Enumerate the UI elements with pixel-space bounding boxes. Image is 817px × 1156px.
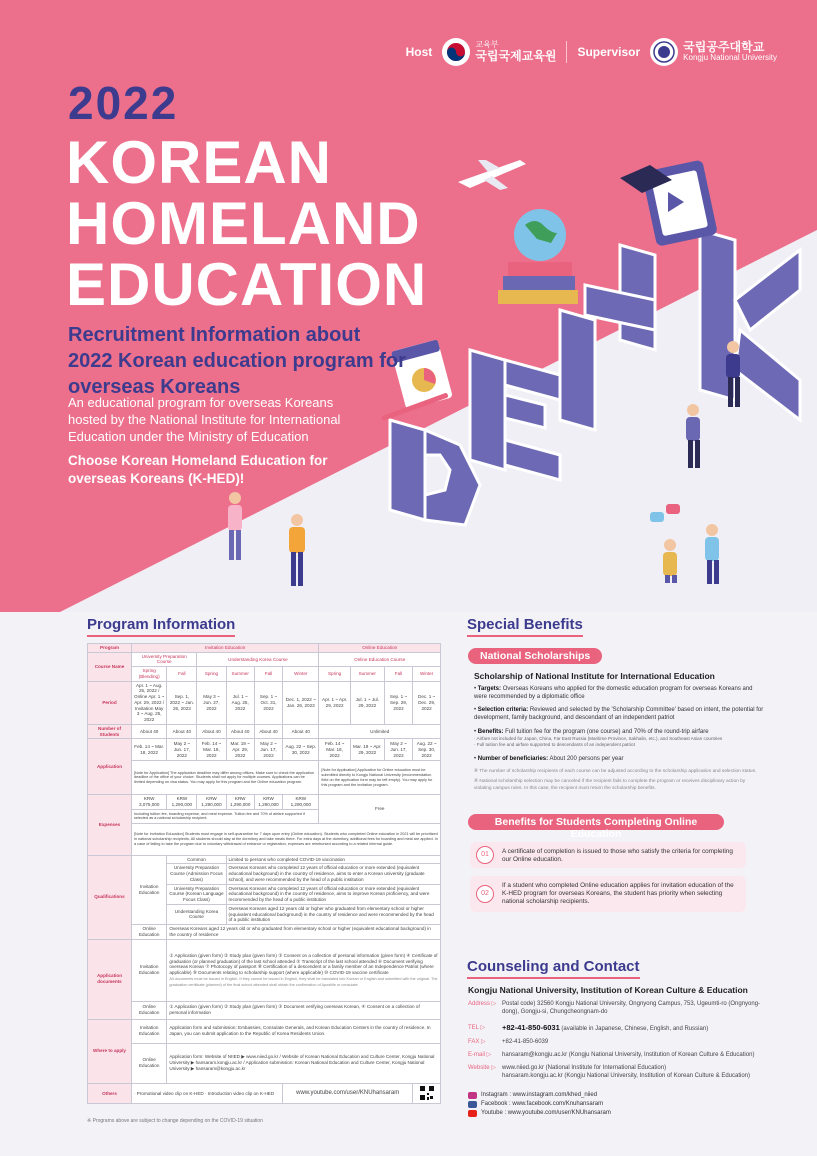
benefits-mini-1: · Airfare not included for Japan, China, Far East Russia (Maritime Province, Sakhalin, etc.), and Southeast Asian countries xyxy=(474,736,723,741)
card-number: 02 xyxy=(476,885,494,903)
students-cell: About 40 xyxy=(197,724,226,738)
row-application: Application xyxy=(88,739,132,795)
qual-understanding-label: Understanding Korea Course xyxy=(167,904,226,924)
period-cell: Sep. 1, 2022 ~ Jan. 26, 2023 xyxy=(167,681,197,724)
program-description: An educational program for overseas Koreans hosted by the National Institute for International Education under the Ministry of Education xyxy=(68,395,341,444)
fee-cell: KRW 1,290,000 xyxy=(167,795,197,809)
students-cell: About 40 xyxy=(167,724,197,738)
website-row xyxy=(468,1064,772,1080)
where-invitation-label: Invitation Education xyxy=(132,1019,167,1043)
row-documents: Application documents xyxy=(88,939,132,1019)
period-cell: May 3 ~ Jun. 27, 2022 xyxy=(197,681,226,724)
qual-univ-lang-text: Overseas Koreans who completed 12 years of official education or more extended (equivalent educational background) in the country of residence, aims to improve Korean proficiency, and were recommended by the head of a public institution xyxy=(226,884,441,904)
supervisor-org xyxy=(650,38,777,66)
title-line: EDUCATION xyxy=(66,251,428,318)
period-cell: Sep. 1 ~ Oct. 31, 2022 xyxy=(254,681,282,724)
fee-cell: KRW 1,290,000 xyxy=(226,795,254,809)
season: Summer xyxy=(350,667,384,681)
application-date: May 2 ~ Jun. 17, 2022 xyxy=(384,739,412,761)
period-cell: Apr. 1 ~ Apr. 29, 2022 xyxy=(319,681,350,724)
invitation-education-header: Invitation Education xyxy=(132,644,319,653)
website-label: Website ▷ xyxy=(468,1065,496,1071)
contact-org: Kongju National University, Institution of Korean Culture & Education xyxy=(468,985,748,995)
qual-online-text: Overseas Koreans aged 12 years old or who graduated from elementary school or higher (equivalent educational background) in the country of residence xyxy=(167,925,441,939)
organizers-bar xyxy=(406,38,777,66)
docs-online-label: Online Education xyxy=(132,1001,167,1019)
facebook-icon xyxy=(468,1101,477,1108)
season: Spring (Blending) xyxy=(132,667,167,681)
criteria-text: Reviewed and selected by the 'Scholarship Committee' based on intent, the potential for development, family background, and descendant of an independent patriot xyxy=(474,707,764,721)
address-value: Postal code) 32560 Kongju National University, Ongnyong Campus, 753, Ugeumti-ro (Ongnyong-dong), Gongju-si, Chungcheongnam-do xyxy=(502,1001,761,1015)
benefits-text: Full tuition fee for the program (one course) and 70% of the round-trip airfare xyxy=(505,729,709,735)
season: Spring xyxy=(197,667,226,681)
row-others: Others xyxy=(88,1083,132,1104)
beneficiaries-text: About 200 persons per year xyxy=(549,756,624,762)
students-cell: About 40 xyxy=(283,724,319,738)
instagram-row xyxy=(468,1091,597,1099)
facebook-row xyxy=(468,1100,603,1108)
benefit-card-1 xyxy=(470,842,746,868)
email-label: E-mail ▷ xyxy=(468,1052,492,1058)
year-title: 2022 xyxy=(68,77,179,129)
row-qualifications: Qualifications xyxy=(88,855,132,939)
period-cell: Jul. 1 ~ Aug. 25, 2022 xyxy=(226,681,254,724)
fee-cell: KRW 3,075,000 xyxy=(132,795,167,809)
application-date: Feb. 14 ~ Mar. 18, 2022 xyxy=(132,739,167,761)
application-date: Aug. 22 ~ Sep. 30, 2022 xyxy=(283,739,319,761)
expenses-invitation-note: [Note for Invitation Education] Students must engage in self-quarantine for 7 days upon entry (Online education). Students who completed Online education in 2021 will be prioritized in national scholarship recipients. All students should stay at the dormitory and take meals there. For extra days at the dormitory, additional fees for boarding and meal are applied. In a case of failing to take the program due to voluntary withdrawal of entrance or registration, expenses are reimbursed according to a related internal guide. xyxy=(132,823,441,855)
season: Fall xyxy=(167,667,197,681)
univ-prep-course: University Preparation Course xyxy=(132,652,197,666)
youtube-contact-link[interactable]: Youtube : www.youtube.com/user/KNUhansaram xyxy=(481,1110,611,1116)
row-expenses: Expenses xyxy=(88,795,132,855)
application-date: May 2 ~ Jun. 17, 2022 xyxy=(254,739,282,761)
website-link-hansaram[interactable]: hansaram.kongju.ac.kr (Kongju National University, Institution of Korean Culture & Education) xyxy=(502,1073,751,1079)
fee-cell: KRW 1,290,000 xyxy=(197,795,226,809)
fax-row xyxy=(468,1038,772,1046)
qual-univ-focus-text: Overseas Koreans who completed 12 years of official education or more extended (equivalent educational background) in the country of residence, aims to enter a Korean university (graduate school), and were recommended by the head of a public institution xyxy=(226,864,441,884)
online-benefits-pill: Benefits for Students Completing Online Education xyxy=(468,814,724,830)
scholarship-note-1: ※ The number of scholarship recipients of each course can be adjusted according to the scholarship application and selection status. xyxy=(474,769,757,774)
expenses-note: Including tuition fee, boarding expense, and meal expense. Tuition fee and 70% of airfare supported if selected as a national scholarship recipient. xyxy=(132,809,319,823)
students-cell: About 40 xyxy=(226,724,254,738)
application-note-online: [Note for Application] Application for Online education must be submitted directly to Kongju National University (recommendation field on the application form may be left empty). You may apply for this program and the invitation program. xyxy=(319,761,441,795)
students-cell: Unlimited xyxy=(319,724,441,738)
host-org-name: 국립국제교육원 xyxy=(475,48,557,63)
facebook-link[interactable]: Facebook : www.facebook.com/Knuhansaram xyxy=(481,1101,604,1107)
supervisor-label: Supervisor xyxy=(577,45,641,59)
national-scholarships-pill: National Scholarships xyxy=(468,648,602,664)
benefits-mini-2: · Full tuition fee and airfare supported to descendants of an independent patriot xyxy=(474,742,635,747)
qual-univ-lang-label: University Preparation Course (Korean Language Focus Class) xyxy=(167,884,226,904)
host-label: Host xyxy=(405,45,433,59)
email-row xyxy=(468,1051,772,1059)
period-cell: Apr. 1 ~ Aug. 25, 2022 / Online Apr. 1 ~ Apr. 29, 2022 / Invitation May 3 ~ Aug. 25, 2022 xyxy=(132,681,167,724)
online-education-header: Online Education xyxy=(319,644,441,653)
title-line: KOREAN xyxy=(66,129,333,196)
docs-invitation-note: All documents must be issued in English. If they cannot be issued in English, they shall be translated into Korean or English and submitted with the original. The graduation certificate (planned) of the final school attended shall obtain the confirmation of Apostille or consulate. xyxy=(169,976,438,987)
fee-cell: KRW 1,290,000 xyxy=(283,795,319,809)
others-text: · Promotional video clip on K-HED · Introduction video clip on K-HED xyxy=(132,1083,283,1104)
program-info-heading: Program Information xyxy=(87,616,236,633)
tagline: Choose Korean Homeland Education for overseas Koreans (K-HED)! xyxy=(68,453,328,486)
scholarship-title: Scholarship of National Institute for International Education xyxy=(474,671,715,681)
special-benefits-heading: Special Benefits xyxy=(467,616,583,633)
youtube-icon xyxy=(468,1110,477,1117)
main-title xyxy=(66,129,428,318)
title-line: HOMELAND xyxy=(66,190,421,257)
where-online: Application form: Website of NIIED ▶ www.niied.go.kr / Website of Korean National Education and Culture Center, Kongju National University ▶ hansaram.kongju.ac.kr / Application submission: Korean National Education and Culture Center, Kongju National University ▶ hansaram@kongju.ac.kr xyxy=(167,1043,441,1083)
row-students: Number of Students xyxy=(88,724,132,738)
col-program: Program xyxy=(88,644,132,653)
fee-online: Free xyxy=(319,795,441,823)
recruitment-subtitle: Recruitment Information about 2022 Korean education program for overseas Koreans xyxy=(68,324,406,398)
qual-understanding-text: Overseas Koreans aged 12 years old or higher who graduated from elementary school or higher (equivalent educational background) in the country of residence and were recommended by the head of a public institution xyxy=(226,904,441,924)
taeguk-logo-icon xyxy=(442,38,470,66)
benefit-card-2 xyxy=(470,876,746,912)
tel-row xyxy=(468,1024,772,1033)
application-date: Feb. 14 ~ Mar. 18, 2022 xyxy=(319,739,350,761)
address-row xyxy=(468,1000,772,1016)
tel-label: TEL ▷ xyxy=(468,1025,486,1031)
where-online-label: Online Education xyxy=(132,1043,167,1083)
criteria-item: • Selection criteria: Reviewed and selected by the 'Scholarship Committee' based on intent, the potential for development, family background, and descendant of an independent patriot xyxy=(474,707,764,721)
season: Spring xyxy=(319,667,350,681)
program-table xyxy=(87,643,441,1104)
docs-online: ① Application (given form) ② Study plan (given form) ③ Document verifying overseas Korean, ④ Consent on a collection of personal information xyxy=(167,1001,441,1019)
online-course: Online Education Course xyxy=(319,652,441,666)
row-course-name: Course Name xyxy=(88,652,132,681)
season: Fall xyxy=(384,667,412,681)
qual-common-label: Common xyxy=(167,855,226,864)
students-cell: About 40 xyxy=(254,724,282,738)
program-footnote: ※ Programs above are subject to change depending on the COVID-19 situation xyxy=(87,1118,263,1124)
season: Summer xyxy=(226,667,254,681)
fax-label: FAX ▷ xyxy=(468,1039,486,1045)
row-where: Where to apply xyxy=(88,1019,132,1083)
period-cell: Dec. 1, 2022 ~ Jan. 26, 2023 xyxy=(283,681,319,724)
period-cell: Dec. 1 ~ Dec. 29, 2022 xyxy=(413,681,441,724)
divider xyxy=(566,41,567,63)
university-seal-icon xyxy=(650,38,678,66)
tel-note: (available in Japanese, Chinese, English, and Russian) xyxy=(559,1026,709,1032)
youtube-row xyxy=(468,1109,611,1117)
docs-invitation-list: ① Application (given form) ② Study plan (given form) ③ Consent on a collection of personal information (given form) ④ Certificate of graduation (or planned graduation) of the last school attended ⑤ Transcript of the last school attended ⑥ Document verifying overseas Korean ⑦ Photocopy of passport ⑧ Certification of a descendent or a family member of an Independence Patriot (where applicable) ⑨ Documents relating to scholarship support (where applicable) ⑩ COVID-19 vaccine certificate xyxy=(169,952,438,976)
criteria-label: Selection criteria: xyxy=(477,707,529,713)
card-text: If a student who completed Online education applies for invitation education of the K-HED program for overseas Koreans, the student has priority when selecting national scholarship recipients. xyxy=(502,882,734,905)
instagram-icon xyxy=(468,1092,477,1099)
address-label: Address ▷ xyxy=(468,1001,497,1007)
application-date: Mar. 19 ~ Apr. 29, 2022 xyxy=(350,739,384,761)
application-date: May 2 ~ Jun. 17, 2022 xyxy=(167,739,197,761)
season: Winter xyxy=(413,667,441,681)
qr-code-icon xyxy=(413,1083,441,1104)
email-link[interactable]: hansaram@kongju.ac.kr (Kongju National University, Institution of Korean Culture & Education) xyxy=(502,1052,755,1058)
supervisor-org-en: Kongju National University xyxy=(683,53,777,63)
fee-cell: KRW 1,290,000 xyxy=(254,795,282,809)
benefits-item: • Benefits: Full tuition fee for the program (one course) and 70% of the round-trip airfare · Airfare not included for Japan, China, Far East Russia (Maritime Province, Sakhalin, etc.), and Southeast Asian countries · Full tuition fee and airfare supported to descendants of an independent patriot xyxy=(474,728,764,748)
tel-number[interactable]: +82-41-850-6031 xyxy=(502,1023,560,1032)
fax-value: +82-41-850-6039 xyxy=(502,1039,549,1045)
docs-invitation-label: Invitation Education xyxy=(132,939,167,1001)
qual-invitation-label: Invitation Education xyxy=(132,855,167,924)
contact-heading: Counseling and Contact xyxy=(467,958,640,975)
qual-online-label: Online Education xyxy=(132,925,167,939)
card-number: 01 xyxy=(476,846,494,864)
application-date: Mar. 19 ~ Apr. 29, 2022 xyxy=(226,739,254,761)
docs-invitation xyxy=(167,939,441,1001)
application-date: Feb. 14 ~ Mar. 18, 2022 xyxy=(197,739,226,761)
understanding-course: Understanding Korea Course xyxy=(197,652,319,666)
application-date: Aug. 22 ~ Sep. 30, 2022 xyxy=(413,739,441,761)
supervisor-org-name: 국립공주대학교 xyxy=(683,40,765,54)
card-text: A certificate of completion is issued to those who satisfy the criteria for completing our Online education. xyxy=(502,848,733,863)
scholarship-note-2: ※ National scholarship selection may be canceled if the recipient fails to complete the program or receives disciplinary action by violating campus rules. In this case, the recipient must return the scholarship benefits. xyxy=(474,779,746,791)
targets-label: Targets: xyxy=(477,686,502,692)
row-period: Period xyxy=(88,681,132,724)
qual-common-text: Limited to persons who completed COVID-19 vaccination xyxy=(226,855,441,864)
benefits-label: Benefits: xyxy=(477,729,504,735)
instagram-link[interactable]: Instagram : www.instagram.com/khed_niied xyxy=(481,1092,598,1098)
period-cell: Jul. 1 ~ Jul. 29, 2022 xyxy=(350,681,384,724)
youtube-link[interactable]: www.youtube.com/user/KNUhansaram xyxy=(283,1083,413,1104)
host-org-small: 교육부 xyxy=(475,40,499,49)
host-org xyxy=(442,38,556,66)
where-invitation: Application form and submission: Embassies, Consulate Generals, and Korean Education Centers in the country of residence. In Japan, you can submit application to the Republic of Korea Residents Union. xyxy=(167,1019,441,1043)
application-note-invitation: [Note for Application] The application deadline may differ among offices. Make sure to check the application deadline of the office of your choice. Students shall not apply for multiple courses. Applications can be limited depending on visa status. You may apply for this program and the Online education program. xyxy=(132,761,319,795)
website-link-niied[interactable]: www.niied.go.kr (National Institute for International Education) xyxy=(502,1065,667,1071)
qual-univ-focus-label: University Preparation Course (Admission Focus Class) xyxy=(167,864,226,884)
season: Winter xyxy=(283,667,319,681)
period-cell: Sep. 1 ~ Sep. 29, 2022 xyxy=(384,681,412,724)
targets-item: • Targets: Overseas Koreans who applied for the domestic education program for overseas Koreans and were recommended by a diplomatic office xyxy=(474,686,753,700)
beneficiaries-item: • Number of beneficiaries: About 200 persons per year xyxy=(474,756,624,762)
targets-text: Overseas Koreans who applied for the domestic education program for overseas Koreans and were recommended by a diplomatic office xyxy=(474,686,753,700)
students-cell: About 40 xyxy=(132,724,167,738)
season: Fall xyxy=(254,667,282,681)
beneficiaries-label: Number of beneficiaries: xyxy=(477,756,549,762)
